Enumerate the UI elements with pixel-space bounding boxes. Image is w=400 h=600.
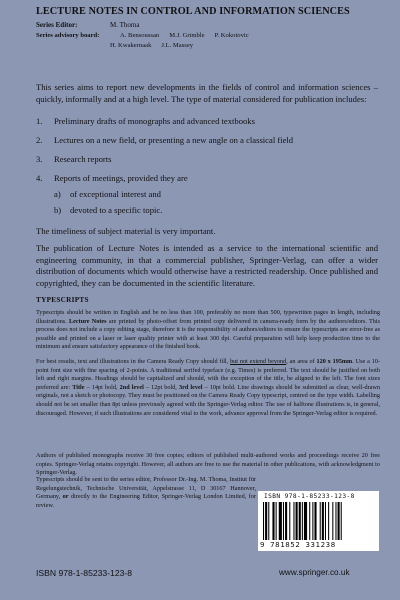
series-editor-row xyxy=(36,21,139,29)
board-member: M.J. Grimble xyxy=(169,32,205,39)
series-editor-label: Series Editor: xyxy=(36,21,78,29)
board-member: P. Kokotovic xyxy=(214,32,249,39)
list-subitem: b) devoted to a specific topic. xyxy=(54,205,163,215)
board-member: J.L. Massey xyxy=(161,42,194,49)
submission-paragraph: Typescripts should be sent to the series editor, Professor Dr.-Ing. M. Thoma, Institut für Regelungstechnik, Technische Universität, Appelstrasse 11, D 30167 Hannover, Germany, or directly to the Engineering Editor, Springer-Verlag London Limited, for review. xyxy=(36,476,256,509)
copies-paragraph: Authors of published monographs receive 30 free copies; editors of published multi-authored works and proceedings receive 20 free copies. Springer-Verlag retains copyright. However, all authors are free to use the material in other publications, with acknowledgment to Springer-Verlag. xyxy=(36,452,380,477)
list-item: 1. Preliminary drafts of monographs and advanced textbooks xyxy=(36,116,255,126)
advisory-board xyxy=(36,31,259,51)
typescripts-heading: TYPESCRIPTS xyxy=(36,296,89,304)
advisory-board-label: Series advisory board: xyxy=(36,32,100,39)
publication-paragraph: The publication of Lecture Notes is intended as a service to the international scientific and engineering community, in that a commercial publisher, Springer-Verlag, can offer a wider distribution of documents which would otherwise have a restricted readership. Once published and copyrighted, they can be documented in the scientific literature. xyxy=(36,243,378,288)
barcode-digits: 9 781852 331238 xyxy=(260,540,336,549)
list-item: 2. Lectures on a new field, or presenting a new angle on a classical field xyxy=(36,135,294,145)
list-subitem: a) of exceptional interest and xyxy=(54,189,161,199)
typescripts-paragraph-1: Typescripts should be written in English and be no less than 100, preferably no more than 500, typewritten pages in length, including illustrations. Lecture Notes are printed by photo-offset from printed copy delivered in camera-ready form by the authors/editors. This process does not include a copy editing stage, therefore it is the responsibility of authors/editors to ensure the typescripts are error-free as possible and printed on a laser or laser quality printer with at least 300 dpi. Careful preparation will help keep production time to the minimum and ensure satisfactory appearance of the finished book. xyxy=(36,309,380,351)
barcode-bars-icon xyxy=(262,502,375,540)
barcode-isbn: ISBN 978-1-85233-123-8 xyxy=(264,493,355,500)
publisher-url: www.springer.co.uk xyxy=(279,568,350,577)
advisory-board-line1 xyxy=(36,31,259,41)
timeliness-note: The timeliness of subject material is very important. xyxy=(36,226,216,236)
board-member: H. Kwakernaak xyxy=(110,42,152,49)
board-member: A. Bensoussan xyxy=(120,32,160,39)
advisory-board-line2 xyxy=(36,41,259,51)
typescripts-paragraph-2: For best results, text and illustrations in the Camera Ready Copy should fill, but not extend beyond, an area of 120 x 195mm. Use a 10-point font size with fine spacing of 2-points. A traditional serifed typeface (e.g. Times) is preferred. The text should be justified on both left and right margins. Headings should be capitalized and should, with the exception of the title, be aligned to the left. The font sizes preferred are: Title – 14pt bold, 2nd level – 12pt bold, 3rd level – 10pt bold. Line drawings should be submitted as clear, well-drawn originals, not a sketch or photocopy. They must be positioned on the Camera Ready Copy typescript, centred on the type width. Labelling should not be set smaller than 8pt unless previously agreed with the Springer-Verlag editor. The use of halftone illustrations is, in general, discouraged. However, if such illustrations are considered vital to the work, advance approval from the Springer-Verlag editor is required. xyxy=(36,358,380,417)
list-item: 3. Research reports xyxy=(36,154,112,164)
intro-paragraph: This series aims to report new developments in the fields of control and information sciences – quickly, informally and at a high level. The type of material considered for publication includes: xyxy=(36,82,378,104)
series-editor-name: M. Thoma xyxy=(110,21,140,29)
series-title: LECTURE NOTES IN CONTROL AND INFORMATION SCIENCES xyxy=(36,6,350,17)
barcode xyxy=(258,491,379,551)
isbn-footer: ISBN 978-1-85233-123-8 xyxy=(36,568,133,578)
list-item: 4. Reports of meetings, provided they are xyxy=(36,173,188,183)
